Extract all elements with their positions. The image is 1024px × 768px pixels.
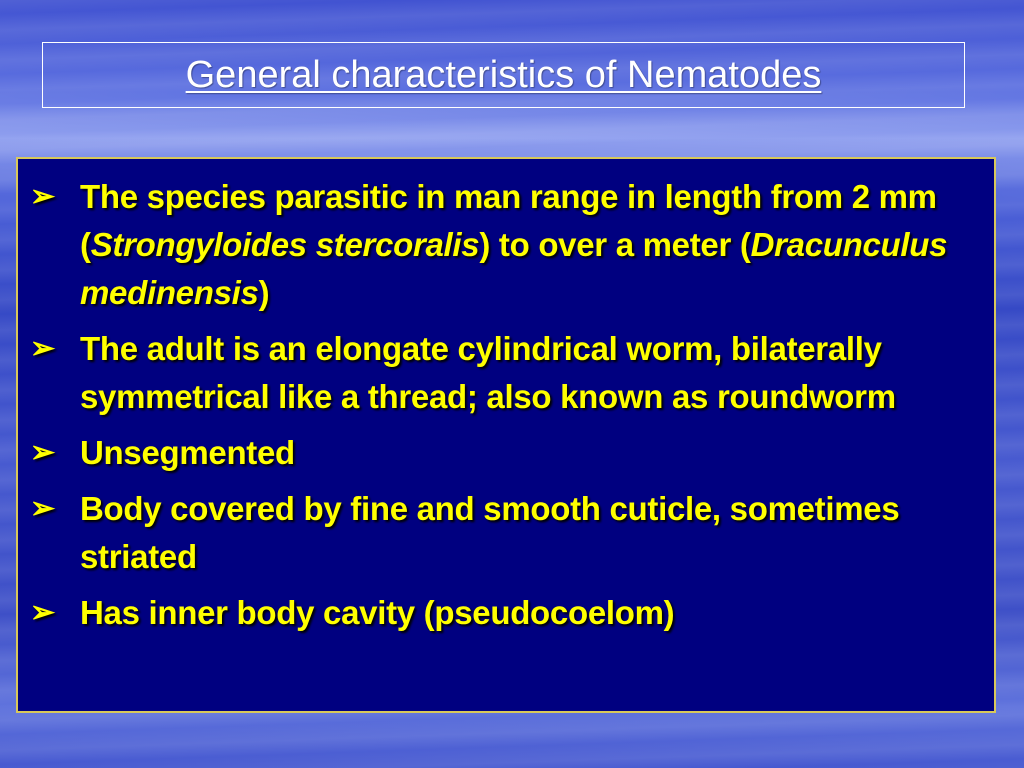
- slide-title: General characteristics of Nematodes: [185, 53, 822, 96]
- arrow-bullet-icon: ➢: [30, 436, 56, 469]
- title-box: [42, 42, 965, 108]
- bullet-text-part: ) to over a meter (: [479, 226, 751, 263]
- bullet-item: [30, 485, 984, 581]
- species-name: Strongyloides stercoralis: [90, 226, 480, 263]
- content-box: [16, 157, 996, 713]
- bullet-text-part: Has inner body cavity (pseudocoelom): [80, 594, 675, 631]
- bullet-text: [80, 429, 984, 477]
- bullet-text: [80, 325, 984, 421]
- bullet-list: [18, 159, 994, 637]
- bullet-text-part: The adult is an elongate cylindrical worm, bilaterally symmetrical like a thread; also known as roundworm: [80, 330, 896, 415]
- arrow-bullet-icon: ➢: [30, 492, 56, 525]
- bullet-text-part: Body covered by fine and smooth cuticle, sometimes striated: [80, 490, 900, 575]
- bullet-item: [30, 589, 984, 637]
- bullet-item: [30, 173, 984, 317]
- bullet-item: [30, 429, 984, 477]
- bullet-text-part: The species parasitic in man range in length from 2 mm (: [80, 178, 937, 263]
- arrow-bullet-icon: ➢: [30, 332, 56, 365]
- bullet-item: [30, 325, 984, 421]
- bullet-text-part: ): [258, 274, 270, 311]
- arrow-bullet-icon: ➢: [30, 180, 56, 213]
- species-name: Dracunculus medinensis: [80, 226, 948, 311]
- arrow-bullet-icon: ➢: [30, 596, 56, 629]
- bullet-text: [80, 589, 984, 637]
- bullet-text-part: Unsegmented: [80, 434, 295, 471]
- bullet-text: [80, 173, 984, 317]
- bullet-text: [80, 485, 984, 581]
